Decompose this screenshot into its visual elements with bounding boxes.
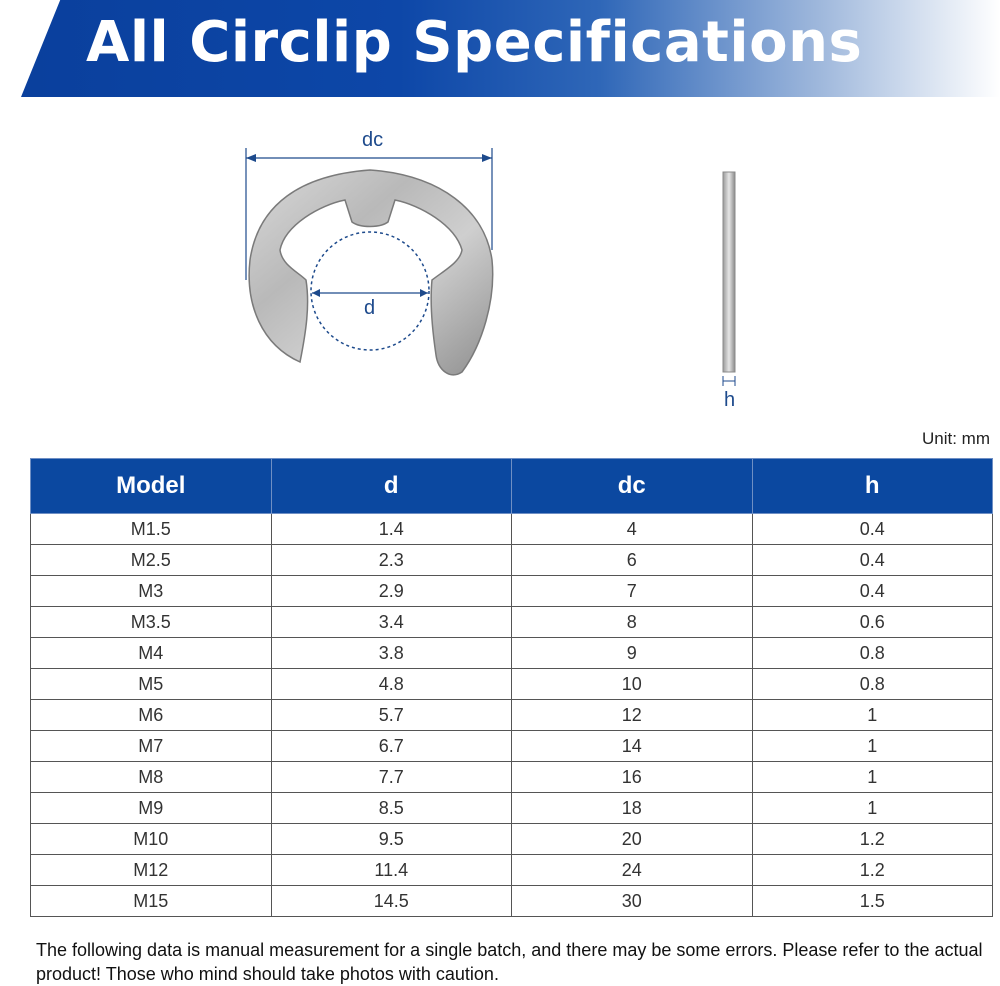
column-header-dc: dc — [512, 459, 753, 514]
cell-dc: 4 — [512, 514, 753, 545]
column-header-model: Model — [31, 459, 272, 514]
cell-model: M6 — [31, 700, 272, 731]
cell-h: 1 — [752, 793, 993, 824]
table-row — [31, 855, 993, 886]
cell-model: M9 — [31, 793, 272, 824]
table-header-row — [31, 459, 993, 514]
table-row — [31, 545, 993, 576]
cell-h: 0.8 — [752, 669, 993, 700]
circlip-side-view — [723, 172, 735, 372]
cell-d: 4.8 — [271, 669, 512, 700]
cell-model: M12 — [31, 855, 272, 886]
cell-model: M7 — [31, 731, 272, 762]
table-row — [31, 576, 993, 607]
title-banner — [0, 0, 1000, 97]
table-row — [31, 762, 993, 793]
inner-diameter-circle — [311, 232, 429, 350]
cell-h: 0.4 — [752, 545, 993, 576]
table-row — [31, 669, 993, 700]
circlip-drawing — [0, 100, 1000, 430]
cell-model: M8 — [31, 762, 272, 793]
table-row — [31, 607, 993, 638]
cell-h: 1 — [752, 762, 993, 793]
cell-model: M15 — [31, 886, 272, 917]
table-row — [31, 638, 993, 669]
cell-h: 1.2 — [752, 824, 993, 855]
cell-model: M1.5 — [31, 514, 272, 545]
cell-h: 0.4 — [752, 514, 993, 545]
circlip-diagram — [0, 100, 1000, 430]
cell-dc: 6 — [512, 545, 753, 576]
cell-dc: 8 — [512, 607, 753, 638]
cell-d: 3.8 — [271, 638, 512, 669]
cell-dc: 16 — [512, 762, 753, 793]
cell-dc: 30 — [512, 886, 753, 917]
h-label: h — [724, 389, 736, 411]
column-header-h: h — [752, 459, 993, 514]
cell-d: 5.7 — [271, 700, 512, 731]
cell-h: 0.8 — [752, 638, 993, 669]
cell-d: 3.4 — [271, 607, 512, 638]
cell-dc: 18 — [512, 793, 753, 824]
cell-d: 2.9 — [271, 576, 512, 607]
table-row — [31, 700, 993, 731]
cell-h: 0.4 — [752, 576, 993, 607]
cell-model: M3 — [31, 576, 272, 607]
cell-dc: 24 — [512, 855, 753, 886]
cell-d: 1.4 — [271, 514, 512, 545]
spec-table — [30, 458, 993, 917]
banner-title: All Circlip Specifications — [86, 10, 863, 75]
circlip-shape — [249, 170, 493, 375]
cell-h: 0.6 — [752, 607, 993, 638]
cell-model: M5 — [31, 669, 272, 700]
table-row — [31, 731, 993, 762]
d-label: d — [364, 297, 376, 319]
cell-h: 1.2 — [752, 855, 993, 886]
cell-model: M10 — [31, 824, 272, 855]
cell-dc: 9 — [512, 638, 753, 669]
column-header-d: d — [271, 459, 512, 514]
table-row — [31, 514, 993, 545]
cell-h: 1 — [752, 700, 993, 731]
cell-dc: 7 — [512, 576, 753, 607]
cell-dc: 14 — [512, 731, 753, 762]
cell-d: 9.5 — [271, 824, 512, 855]
cell-d: 8.5 — [271, 793, 512, 824]
cell-d: 2.3 — [271, 545, 512, 576]
cell-d: 11.4 — [271, 855, 512, 886]
cell-dc: 10 — [512, 669, 753, 700]
table-row — [31, 793, 993, 824]
cell-d: 14.5 — [271, 886, 512, 917]
dc-label: dc — [362, 129, 384, 151]
cell-d: 7.7 — [271, 762, 512, 793]
cell-d: 6.7 — [271, 731, 512, 762]
cell-model: M2.5 — [31, 545, 272, 576]
cell-h: 1.5 — [752, 886, 993, 917]
cell-model: M4 — [31, 638, 272, 669]
unit-label: Unit: mm — [922, 429, 990, 448]
cell-dc: 20 — [512, 824, 753, 855]
cell-dc: 12 — [512, 700, 753, 731]
table-row — [31, 886, 993, 917]
table-row — [31, 824, 993, 855]
cell-model: M3.5 — [31, 607, 272, 638]
disclaimer-note: The following data is manual measurement for a single batch, and there may be some errors. Please refer to the actual product! Those who mind should take photos with caution. — [36, 940, 983, 984]
cell-h: 1 — [752, 731, 993, 762]
